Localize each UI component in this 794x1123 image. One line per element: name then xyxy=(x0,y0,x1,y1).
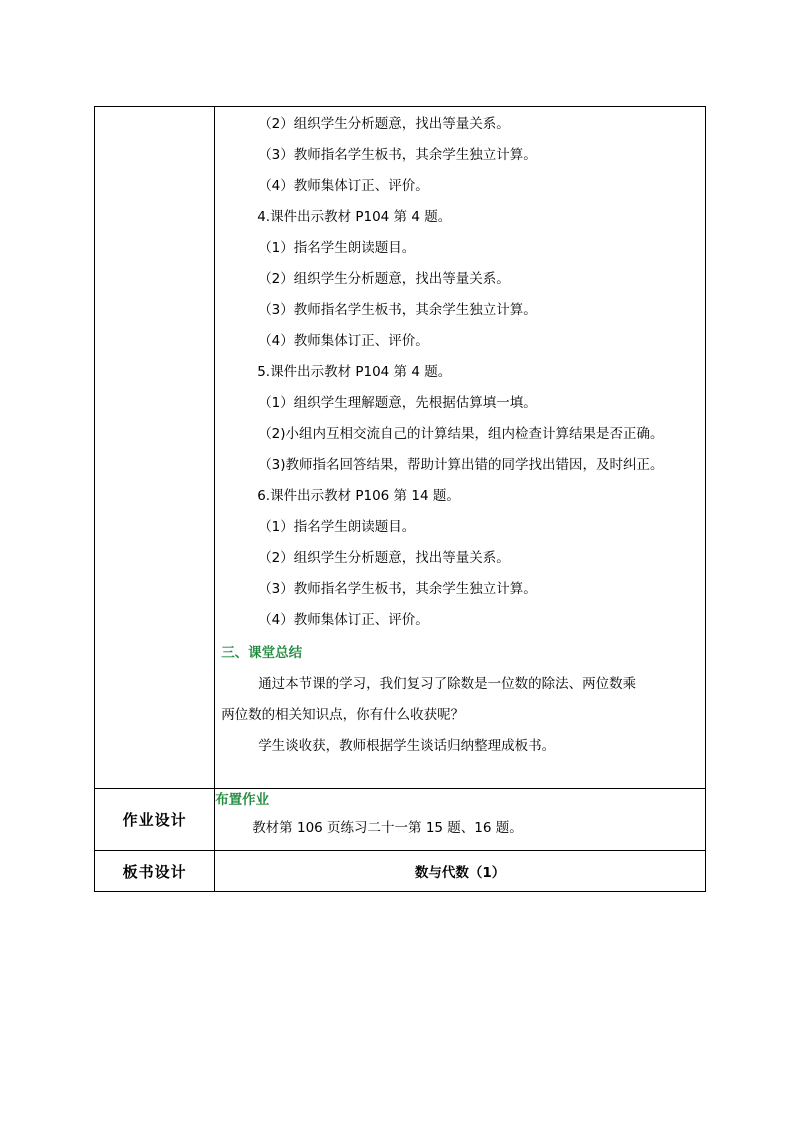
process-row xyxy=(95,107,706,789)
process-line: （3）教师指名学生板书，其余学生独立计算。 xyxy=(258,302,537,318)
process-line: （2）组织学生分析题意，找出等量关系。 xyxy=(258,116,510,132)
summary-paragraph-1-line-1: 通过本节课的学习，我们复习了除数是一位数的除法、两位数乘 xyxy=(258,676,637,692)
summary-paragraph-2: 学生谈收获，教师根据学生谈话归纳整理成板书。 xyxy=(258,738,556,754)
process-line: （2）组织学生分析题意，找出等量关系。 xyxy=(258,271,510,287)
process-lines xyxy=(215,107,705,636)
process-line: （4）教师集体订正、评价。 xyxy=(258,612,429,628)
process-line: （4）教师集体订正、评价。 xyxy=(258,178,429,194)
process-line: （1）组织学生理解题意，先根据估算填一填。 xyxy=(258,395,537,411)
process-line: （3）教师指名学生板书，其余学生独立计算。 xyxy=(258,147,537,163)
summary-paragraph-1-line-2: 两位数的相关知识点，你有什么收获呢？ xyxy=(221,707,465,723)
process-label-cell xyxy=(95,107,215,789)
process-line: 4.课件出示教材 P104 第 4 题。 xyxy=(257,209,452,225)
summary-heading: 三、课堂总结 xyxy=(221,645,303,661)
board-title: 数与代数（1） xyxy=(215,851,706,892)
summary-block xyxy=(215,636,705,788)
blank-spacer xyxy=(221,762,705,788)
process-content-cell xyxy=(215,107,706,789)
board-row xyxy=(95,851,706,892)
homework-row xyxy=(95,789,706,851)
process-line: （3)教师指名回答结果，帮助计算出错的同学找出错因，及时纠正。 xyxy=(258,457,664,473)
board-label: 板书设计 xyxy=(95,851,215,892)
homework-label: 作业设计 xyxy=(95,789,215,851)
process-line: （3）教师指名学生板书，其余学生独立计算。 xyxy=(258,581,537,597)
process-line: （2)小组内互相交流自己的计算结果，组内检查计算结果是否正确。 xyxy=(258,426,664,442)
process-line: 5.课件出示教材 P104 第 4 题。 xyxy=(257,364,452,380)
process-line: （2）组织学生分析题意，找出等量关系。 xyxy=(258,550,510,566)
lesson-plan-table xyxy=(94,106,706,892)
process-line: 6.课件出示教材 P106 第 14 题。 xyxy=(257,488,460,504)
process-line: （1）指名学生朗读题目。 xyxy=(258,519,416,535)
homework-heading: 布置作业 xyxy=(215,792,270,808)
process-line: （4）教师集体订正、评价。 xyxy=(258,333,429,349)
homework-content-cell xyxy=(215,789,706,851)
homework-text: 教材第 106 页练习二十一第 15 题、16 题。 xyxy=(252,820,523,836)
process-line: （1）指名学生朗读题目。 xyxy=(258,240,416,256)
